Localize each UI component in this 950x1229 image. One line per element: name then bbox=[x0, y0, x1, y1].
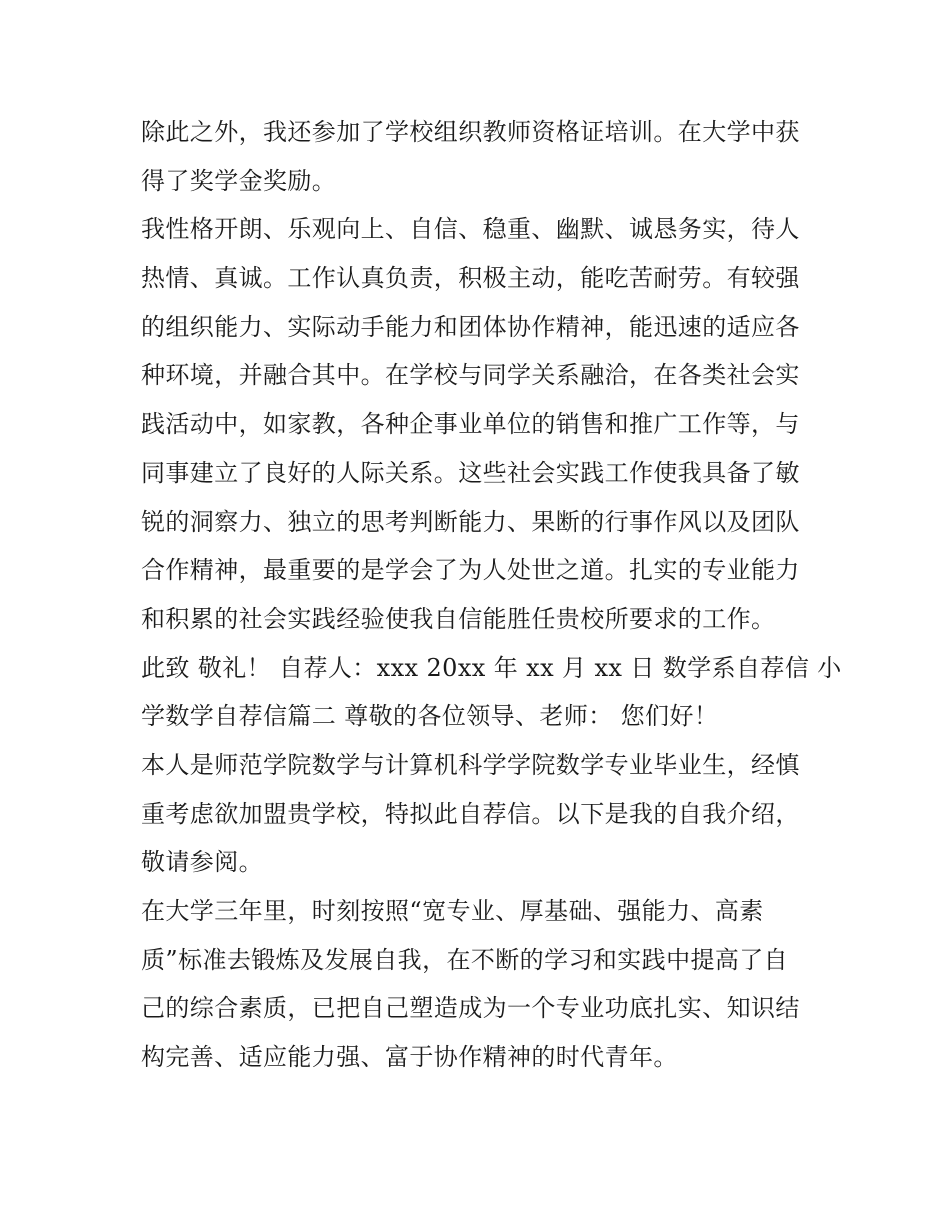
text-line: 在大学三年里，时刻按照“宽专业、厚基础、强能力、高素 bbox=[141, 897, 764, 925]
text-line: 此致 敬礼！ 自荐人：xxx 20xx 年 xx 月 xx 日 数学系自荐信 小 bbox=[141, 653, 842, 682]
text-line: 我性格开朗、乐观向上、自信、稳重、幽默、诚恳务实，待人 bbox=[141, 215, 800, 244]
text-line: 锐的洞察力、独立的思考判断能力、果断的行事作风以及团队 bbox=[141, 507, 800, 536]
text-line: 合作精神，最重要的是学会了为人处世之道。扎实的专业能力 bbox=[141, 556, 800, 585]
text-line: 得了奖学金奖励。 bbox=[141, 166, 337, 195]
text-line: 质”标准去锻炼及发展自我，在不断的学习和实践中提高了自 bbox=[141, 945, 789, 974]
text-line: 学数学自荐信篇二 尊敬的各位领导、老师： 您们好！ bbox=[141, 702, 719, 731]
text-line: 同事建立了良好的人际关系。这些社会实践工作使我具备了敏 bbox=[141, 458, 800, 487]
text-line: 种环境，并融合其中。在学校与同学关系融洽，在各类社会实 bbox=[141, 361, 800, 390]
text-line: 重考虑欲加盟贵学校，特拟此自荐信。以下是我的自我介绍， bbox=[141, 799, 800, 828]
text-line: 除此之外，我还参加了学校组织教师资格证培训。在大学中获 bbox=[141, 118, 800, 146]
text-line: 的组织能力、实际动手能力和团体协作精神，能迅速的适应各 bbox=[141, 312, 800, 341]
text-line: 构完善、适应能力强、富于协作精神的时代青年。 bbox=[141, 1043, 678, 1072]
text-line: 热情、真诚。工作认真负责，积极主动，能吃苦耐劳。有较强 bbox=[141, 264, 800, 293]
text-line: 和积累的社会实践经验使我自信能胜任贵校所要求的工作。 bbox=[141, 604, 776, 633]
text-line: 本人是师范学院数学与计算机科学学院数学专业毕业生，经慎 bbox=[141, 750, 800, 779]
text-line: 敬请参阅。 bbox=[141, 848, 263, 877]
text-line: 践活动中，如家教，各种企事业单位的销售和推广工作等，与 bbox=[141, 410, 800, 439]
text-line: 己的综合素质，已把自己塑造成为一个专业功底扎实、知识结 bbox=[141, 994, 800, 1023]
body-text bbox=[141, 108, 842, 1082]
